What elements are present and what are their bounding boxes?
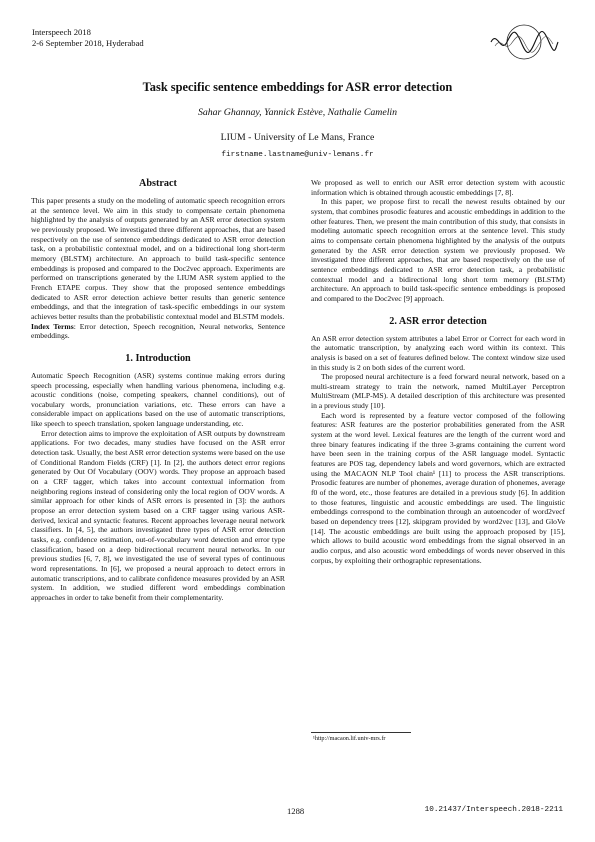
intro-paragraph-1: Automatic Speech Recognition (ASR) systems continue making errors during speech processing, especially when handling various phenomena, including e.g. acoustic conditions (noise, competing speakers, channel conditions), out of vocabulary words, pronunciation variations, etc. These errors can have a considerable impact on applications based on the use of automatic transcriptions, like speech to speech translation, spoken language understanding, etc. <box>31 370 285 429</box>
abstract-text: This paper presents a study on the modeling of automatic speech recognition errors at the sentence level. We aim in this study to compensate certain phenomena highlighted by the analysis of outputs generated by an ASR error detection system we previously proposed. We investigated three different approaches, that are based respectively on the use of sentence embeddings dedicated to ASR error detection task, on a probabilistic contextual model, and on a bidirectional long short-term memory (BLSTM) architecture. An approach to build task-specific sentence embeddings is proposed and compared to the Doc2vec approach. Experiments are performed on transcriptions generated by the LIUM ASR system applied to the French ETAPE corpus. They show that the proposed sentence embeddings dedicated to ASR error detection achieve better results than generic sentence embeddings, and that the integration of task-specific embeddings in our system achieves better results than the probabilistic contextual model and BLSTM models. <box>31 196 285 321</box>
intro-paragraph-4: In this paper, we propose first to recall the newest results obtained by our system, that combines prosodic features and acoustic embeddings in addition to the other features. Then, we present the main contribution of this study, that consists in modeling automatic speech recognition errors at the sentence level. This study aims to compensate certain phenomena highlighted by the analysis of the outputs generated by the ASR error detection system we previously proposed. We investigated three different approaches, that are based respectively on the use of sentence embeddings dedicated to ASR error detection task, a probabilistic contextual model and a bidirectional long short term memory (BLSTM) architecture. An approach to build task-specific sentence embeddings is proposed and compared to the Doc2vec [9] approach. <box>311 197 565 303</box>
conference-name: Interspeech 2018 <box>32 27 91 37</box>
page-number: 1288 <box>287 806 305 816</box>
paper-authors: Sahar Ghannay, Yannick Estève, Nathalie Camelin <box>197 107 398 118</box>
right-column <box>311 178 565 565</box>
conference-header <box>32 27 144 48</box>
index-terms-text: : Error detection, Speech recognition, Neural networks, Sentence embeddings. <box>31 321 285 341</box>
affiliation: LIUM - University of Le Mans, France <box>220 132 375 143</box>
email: firstname.lastname@univ-lemans.fr <box>221 151 374 159</box>
intro-paragraph-3: We proposed as well to enrich our ASR error detection system with acoustic information which is obtained through acoustic embeddings [7, 8]. <box>311 178 565 197</box>
section-2-heading: 2. ASR error detection <box>389 315 487 327</box>
intro-heading: 1. Introduction <box>125 352 191 364</box>
section-2-paragraph-2: The proposed neural architecture is a feed forward neural network, based on a multi-stream strategy to train the network, named MultiLayer Perceptron MultiStream (MLP-MS). A detailed description of this architecture was presented in a previous study [10]. <box>311 372 565 411</box>
footnote-rule <box>311 732 411 733</box>
left-column <box>31 178 285 603</box>
paper-title: Task specific sentence embeddings for ASR error detection <box>142 80 453 94</box>
intro-paragraph-2: Error detection aims to improve the exploitation of ASR outputs by downstream applications. For two decades, many studies have focused on the ASR error detection task. Usually, the best ASR error detection systems were based on the use of Conditional Random Fields (CRF) [1]. In [2], the authors detect error regions generated by Out Of Vocabulary (OOV) words. They propose an approach based on a CRF tagger, which takes into account contextual information from neighboring regions instead of considering only the local region of OOV words. A similar approach for other kinds of ASR errors is presented in [3]: the authors propose an error detection system based on a CRF tagger using various ASR-derived, lexical and syntactic features. Recent approaches leverage neural network classifiers. In [4, 5], the authors investigated three types of ASR error detection tasks, e.g. confidence estimation, out-of-vocabulary word detection and error type classification, based on a deep bidirectional recurrent neural networks. In our previous studies [6, 7, 8], we investigated the use of several types of continuous word representations. In [6], we proposed a neural approach to detect errors in automatic transcriptions, and to calibrate confidence measures provided by an ASR system. In addition, we studied different word embeddings combination approaches in order to take benefit from their complementarity. <box>31 428 285 602</box>
section-2-paragraph-1: An ASR error detection system attributes a label Error or Correct for each word in the automatic transcription, by analyzing each word within its context. This analysis is based on a set of features defined below. The context window size used in this study is 2 on both sides of the current word. <box>311 333 565 372</box>
doi: 10.21437/Interspeech.2018-2211 <box>424 806 563 814</box>
index-terms-label: Index Terms <box>31 321 74 331</box>
interspeech-logo <box>487 20 561 64</box>
section-2-paragraph-3: Each word is represented by a feature vector composed of the following features: ASR features are the posterior probabilities generated from the ASR system at the word level. Lexical features are the length of the current word and three binary features indicating if the three 3-grams containing the current word have been seen in the training corpus of the ASR language model. Syntactic features are POS tag, dependency labels and word governors, which are extracted using the MACAON NLP Tool chain¹ [11] to process the ASR transcriptions. Prosodic features are number of phonemes, average duration of phonemes, average f0 of the word, etc., those features are detailed in a previous study [6]. In addition to those features, linguistic and acoustic embeddings are used. The linguistic embeddings correspond to the combination through an autoencoder of word2vecf based on dependency trees [12], skipgram provided by word2vec [13], and GloVe [14]. The acoustic embeddings are built using the approach proposed by [15], which allows to build acoustic word embeddings from the signal observed in an audio corpus, and also acoustic word embeddings of words never observed in this corpus, by exploiting their orthographic representations. <box>311 410 565 565</box>
index-terms <box>31 322 285 341</box>
conference-dates: 2-6 September 2018, Hyderabad <box>32 37 144 48</box>
footnote: ¹http://macaon.lif.univ-mrs.fr <box>313 735 386 742</box>
abstract-heading: Abstract <box>139 178 177 189</box>
